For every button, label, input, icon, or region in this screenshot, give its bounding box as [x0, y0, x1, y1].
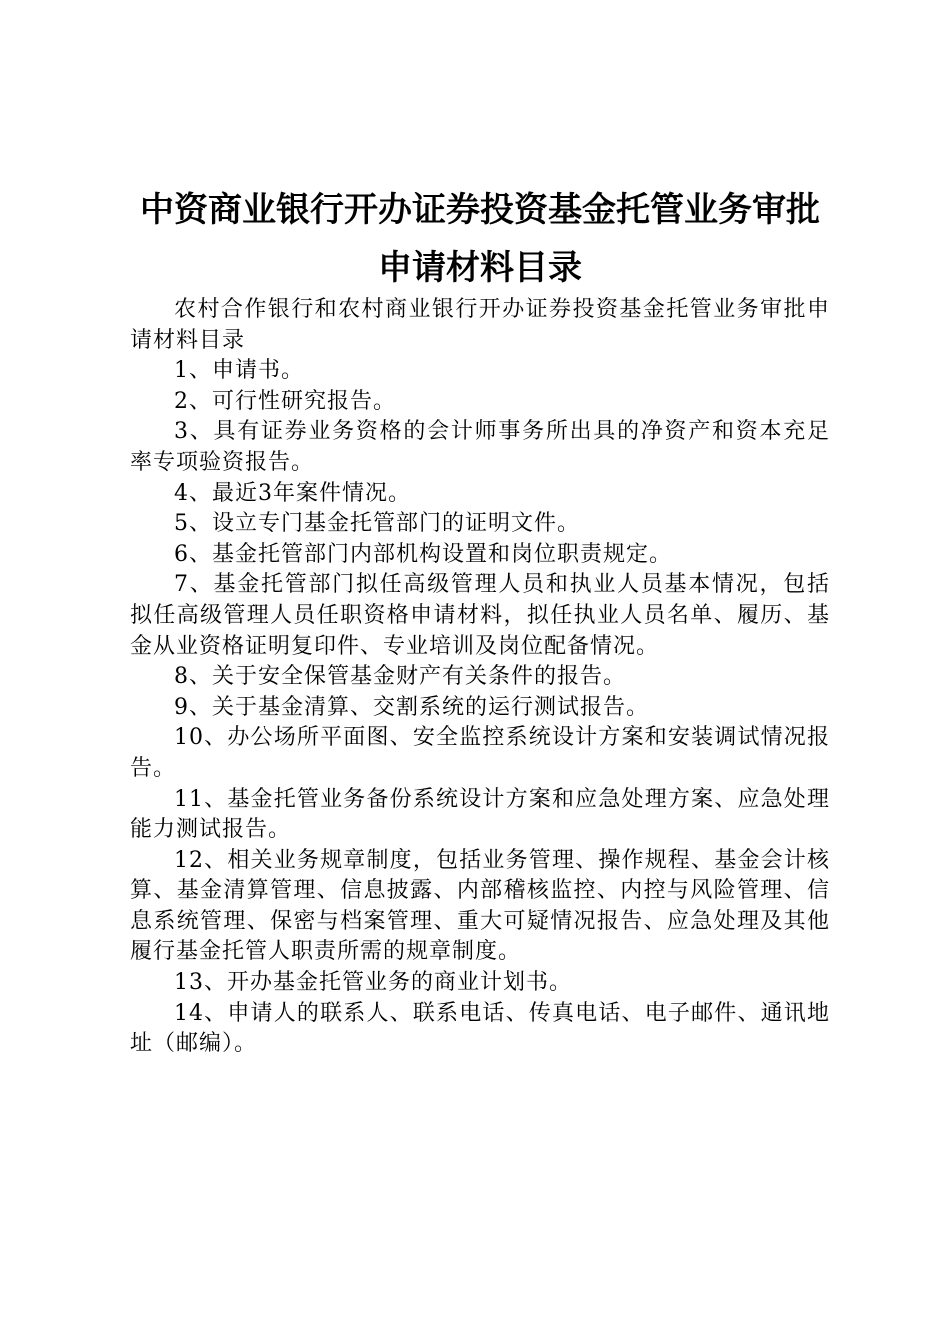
list-item-1: 1、申请书。 — [174, 358, 304, 384]
list-item-2: 2、可行性研究报告。 — [174, 388, 396, 414]
list-item-11: 11、基金托管业务备份系统设计方案和应急处理方案、应急处理能力测试报告。 — [130, 786, 830, 843]
list-item-6: 6、基金托管部门内部机构设置和岗位职责规定。 — [174, 541, 672, 567]
list-item-12: 12、相关业务规章制度，包括业务管理、操作规程、基金会计核算、基金清算管理、信息披露、内部稽核监控、内控与风险管理、信息系统管理、保密与档案管理、重大可疑情况报告、应急处理及其他履行基金托管人职责所需的规章制度。 — [130, 847, 830, 965]
list-item-3: 3、具有证券业务资格的会计师事务所出具的净资产和资本充足率专项验资报告。 — [130, 419, 830, 475]
list-item-14: 14、申请人的联系人、联系电话、传真电话、电子邮件、通讯地址（邮编）。 — [130, 1000, 830, 1057]
list-item-13: 13、开办基金托管业务的商业计划书。 — [174, 970, 572, 996]
list-item-5: 5、设立专门基金托管部门的证明文件。 — [174, 511, 580, 537]
document-title-line-1: 中资商业银行开办证券投资基金托管业务审批 — [140, 190, 820, 230]
list-item-4: 4、最近3年案件情况。 — [174, 480, 411, 506]
document-body — [130, 295, 830, 1060]
document-title-line-2: 申请材料目录 — [378, 248, 582, 288]
list-item-10: 10、办公场所平面图、安全监控系统设计方案和安装调试情况报告。 — [130, 725, 830, 781]
list-item-9: 9、关于基金清算、交割系统的运行测试报告。 — [174, 694, 649, 720]
body-intro-paragraph: 农村合作银行和农村商业银行开办证券投资基金托管业务审批申请材料目录 — [130, 297, 830, 353]
list-item-8: 8、关于安全保管基金财产有关条件的报告。 — [174, 664, 626, 690]
list-item-7: 7、基金托管部门拟任高级管理人员和执业人员基本情况，包括拟任高级管理人员任职资格申请材料，拟任执业人员名单、履历、基金从业资格证明复印件、专业培训及岗位配备情况。 — [130, 572, 830, 659]
